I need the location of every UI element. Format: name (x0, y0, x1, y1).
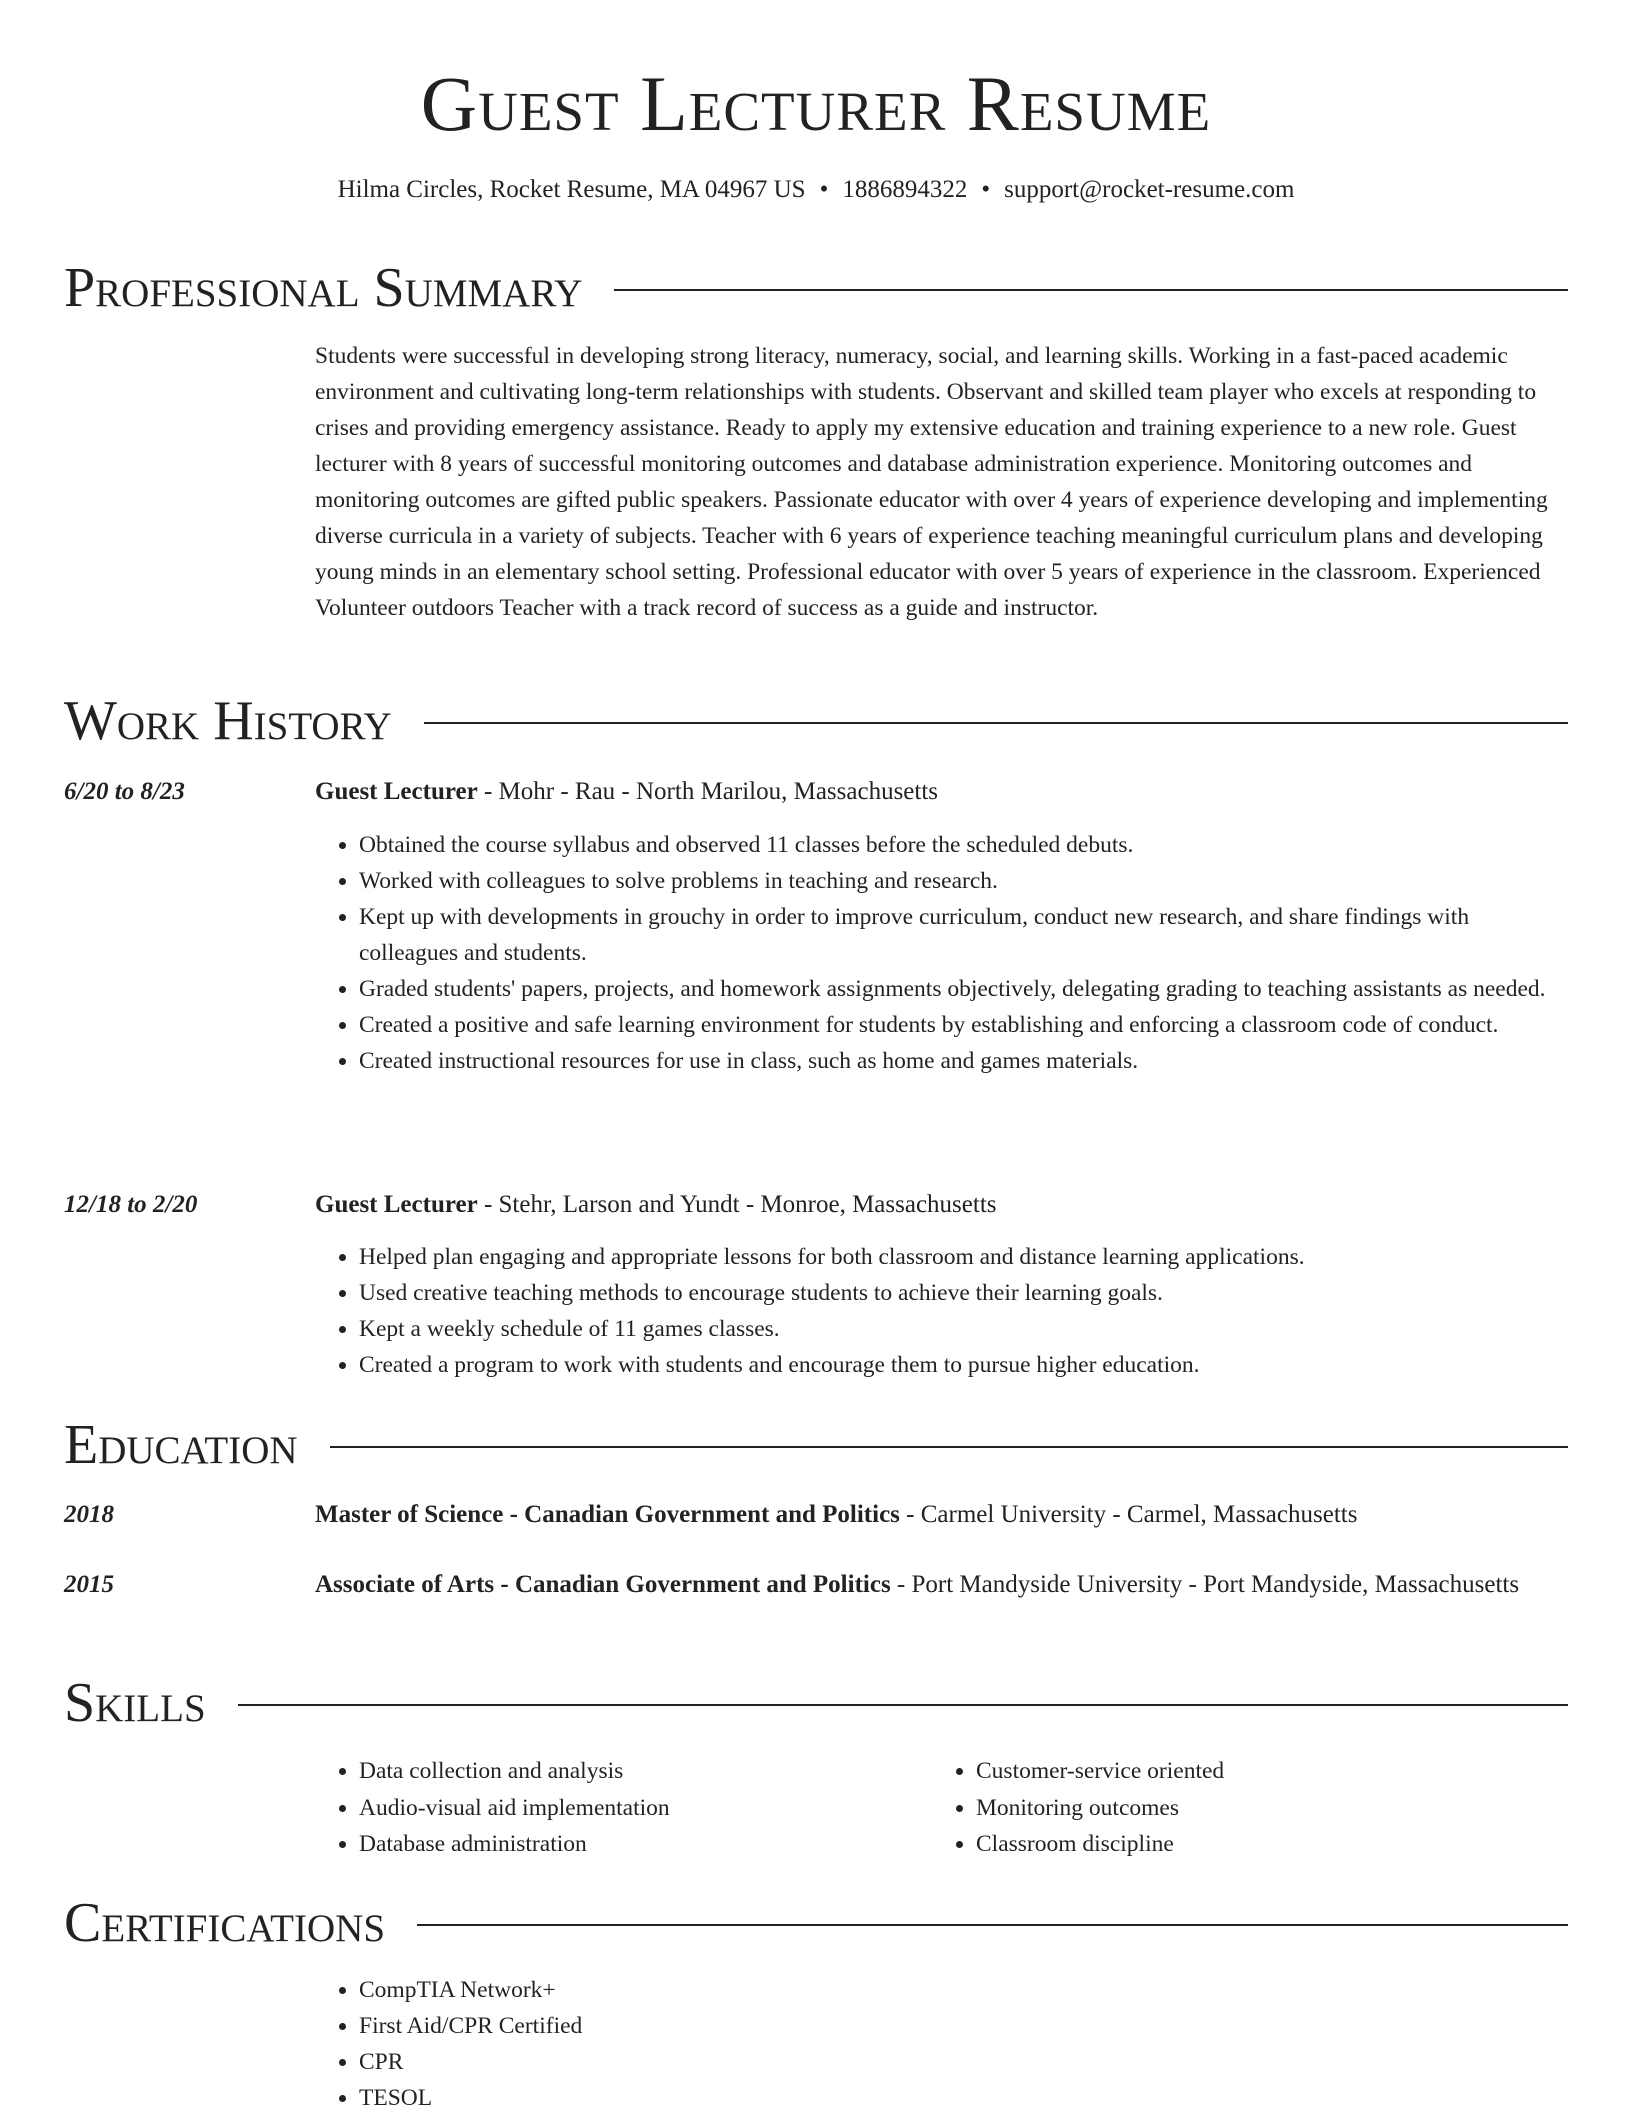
section-title-skills: Skills (64, 1672, 206, 1734)
certification-item: • First Aid/CPR Certified (359, 2008, 1568, 2044)
skill-item: • Monitoring outcomes (976, 1790, 1576, 1827)
skill-item: • Customer-service oriented (976, 1753, 1576, 1790)
job-details: - Stehr, Larson and Yundt - Monroe, Massachusetts (477, 1191, 997, 1218)
skill-item: • Audio-visual aid implementation (359, 1790, 919, 1827)
education-details: - Port Mandyside University - Port Mandyside, Massachusetts (890, 1571, 1520, 1598)
education-details: - Carmel University - Carmel, Massachusetts (899, 1501, 1358, 1528)
job-header (315, 1185, 1568, 1225)
certification-item: • CompTIA Network+ (359, 1972, 1568, 2008)
contact-line (0, 172, 1632, 208)
skill-item: • Database administration (359, 1826, 919, 1863)
education-degree: Master of Science - Canadian Government and Politics (315, 1501, 900, 1528)
education-degree: Associate of Arts - Canadian Government and Politics (315, 1571, 891, 1598)
contact-separator: • (819, 176, 829, 203)
resume-title: Guest Lecturer Resume (420, 60, 1212, 147)
skills-list-right (932, 1753, 1576, 1863)
job-bullet: • Helped plan engaging and appropriate lessons for both classroom and distance learning applications. (359, 1239, 1568, 1275)
job-bullet: • Graded students' papers, projects, and homework assignments objectively, delegating grading to teaching assistants as needed. (359, 971, 1568, 1007)
skills-list-left (315, 1753, 919, 1863)
job-role: Guest Lecturer (315, 1191, 478, 1218)
section-title-education: Education (64, 1414, 298, 1476)
job-bullet-list (315, 1239, 1568, 1383)
section-heading-work (64, 689, 1568, 753)
education-entry (315, 1495, 1568, 1535)
section-title-certifications: Certifications (64, 1892, 386, 1954)
job-dates: 12/18 to 2/20 (64, 1191, 198, 1218)
section-heading-summary (64, 256, 1568, 320)
education-entry (315, 1565, 1568, 1605)
job-bullet: • Kept up with developments in grouchy in order to improve curriculum, conduct new research, and share findings with colleagues and students. (359, 899, 1568, 971)
section-divider (417, 1924, 1568, 1926)
certifications-list (315, 1972, 1568, 2116)
certification-item: • TESOL (359, 2080, 1568, 2116)
job-bullet: • Worked with colleagues to solve problems in teaching and research. (359, 863, 1568, 899)
contact-separator: • (981, 176, 991, 203)
job-bullet: • Obtained the course syllabus and observed 11 classes before the scheduled debuts. (359, 827, 1568, 863)
summary-text: Students were successful in developing strong literacy, numeracy, social, and learning skills. Working in a fast-paced academic environment and cultivating long-term relationships with students. Observant and skilled team player who excels at responding to crises and providing emergency assistance. Ready to apply my extensive education and training experience to a new role. Guest lecturer with 8 years of successful monitoring outcomes and database administration experience. Monitoring outcomes and monitoring outcomes are gifted public speakers. Passionate educator with over 4 years of experience developing and implementing diverse curricula in a variety of subjects. Teacher with 6 years of experience teaching meaningful curriculum plans and developing young minds in an elementary school setting. Professional educator with over 5 years of experience in the classroom. Experienced Volunteer outdoors Teacher with a track record of success as a guide and instructor. (315, 343, 1548, 621)
contact-address: Hilma Circles, Rocket Resume, MA 04967 US (337, 176, 806, 203)
section-heading-certifications (64, 1891, 1568, 1955)
job-bullet: • Kept a weekly schedule of 11 games classes. (359, 1311, 1568, 1347)
job-role: Guest Lecturer (315, 778, 478, 805)
job-dates: 6/20 to 8/23 (64, 778, 185, 805)
section-divider (330, 1446, 1568, 1448)
education-year: 2015 (64, 1571, 114, 1598)
job-bullet: • Created a positive and safe learning environment for students by establishing and enforcing a classroom code of conduct. (359, 1007, 1568, 1043)
section-divider (614, 289, 1568, 291)
contact-phone: 1886894322 (842, 176, 968, 203)
education-year: 2018 (64, 1501, 114, 1528)
job-bullet: • Created a program to work with students and encourage them to pursue higher education. (359, 1347, 1568, 1383)
job-bullet: • Used creative teaching methods to encourage students to achieve their learning goals. (359, 1275, 1568, 1311)
certification-item: • CPR (359, 2044, 1568, 2080)
section-divider (424, 722, 1568, 724)
section-divider (238, 1704, 1568, 1706)
job-bullet: • Created instructional resources for use in class, such as home and games materials. (359, 1043, 1568, 1079)
section-heading-skills (64, 1671, 1568, 1735)
job-header (315, 772, 1568, 812)
section-title-work: Work History (64, 690, 392, 752)
section-title-summary: Professional Summary (64, 257, 583, 319)
skill-item: • Classroom discipline (976, 1826, 1576, 1863)
job-bullet-list (315, 827, 1568, 1079)
contact-email: support@rocket-resume.com (1004, 176, 1295, 203)
skill-item: • Data collection and analysis (359, 1753, 919, 1790)
job-details: - Mohr - Rau - North Marilou, Massachusetts (477, 778, 939, 805)
section-heading-education (64, 1413, 1568, 1477)
